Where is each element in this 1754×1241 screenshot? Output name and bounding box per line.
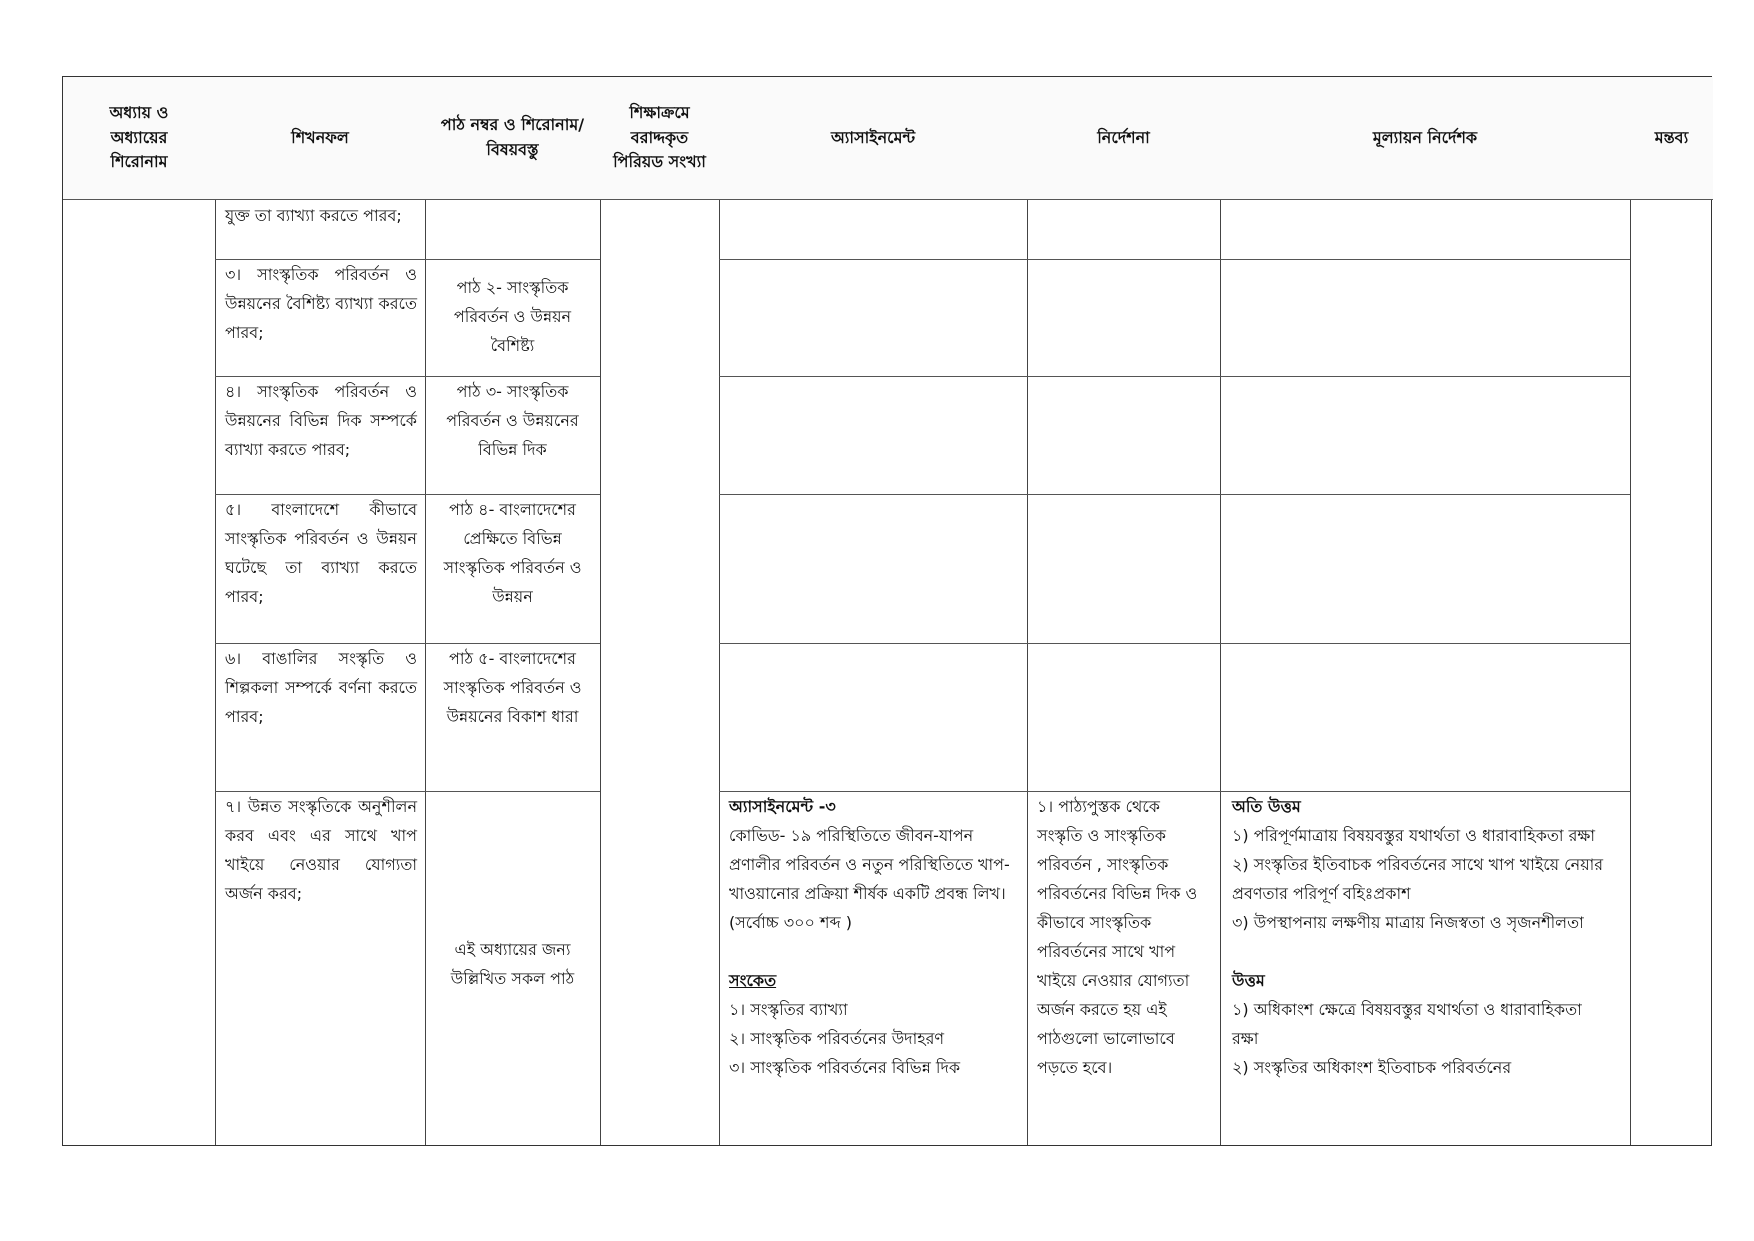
lesson-row-2: পাঠ ২- সাংস্কৃতিক পরিবর্তন ও উন্নয়ন বৈশিষ্ট্য [453, 278, 572, 355]
outcome-row-6: ৭। উন্নত সংস্কৃতিকে অনুশীলন করব এবং এর সাথে খাপ খাইয়ে নেওয়ার যোগ্যতা অর্জন করব; [225, 797, 417, 903]
criterion-item: ২) সংস্কৃতির অধিকাংশ ইতিবাচক পরিবর্তনের [1232, 1058, 1512, 1077]
lesson-row-4: পাঠ ৪- বাংলাদেশের প্রেক্ষিতে বিভিন্ন সাংস্কৃতিক পরিবর্তন ও উন্নয়ন [443, 500, 582, 606]
header-chapter: অধ্যায় ও অধ্যায়ের শিরোনাম [63, 77, 215, 199]
header-instruction: নির্দেশনা [1027, 77, 1220, 199]
hint-item: ২। সাংস্কৃতিক পরিবর্তনের উদাহরণ [729, 1029, 945, 1048]
header-lesson: পাঠ নম্বর ও শিরোনাম/ বিষয়বস্তু [425, 77, 600, 199]
outcome-row-1: যুক্ত তা ব্যাখ্যা করতে পারব; [225, 206, 402, 225]
header-evaluation: মূল্যায়ন নির্দেশক [1220, 77, 1630, 199]
outcome-row-4: ৫। বাংলাদেশে কীভাবে সাংস্কৃতিক পরিবর্তন ও উন্নয়ন ঘটেছে তা ব্যাখ্যা করতে পারব; [225, 500, 417, 606]
assignment-body: কোভিড- ১৯ পরিস্থিতিতে জীবন-যাপন প্রণালীর পরিবর্তন ও নতুন পরিস্থিতিতে খাপ-খাওয়ানোর প্রক্রিয়া শীর্ষক একটি প্রবন্ধ লিখ। (সর্বোচ্চ ৩০০ শব্দ ) [729, 826, 1010, 932]
evaluation-cell [1220, 791, 1630, 1147]
good-title: উত্তম [1232, 971, 1265, 990]
header-learning-outcome: শিখনফল [215, 77, 425, 199]
assignment-cell [719, 791, 1027, 1147]
criterion-item: ২) সংস্কৃতির ইতিবাচক পরিবর্তনের সাথে খাপ খাইয়ে নেয়ার প্রবণতার পরিপূর্ণ বহিঃপ্রকাশ [1232, 855, 1604, 903]
criterion-item: ১) অধিকাংশ ক্ষেত্রে বিষয়বস্তুর যথার্থতা ও ধারাবাহিকতা রক্ষা [1232, 1000, 1582, 1048]
header-remarks: মন্তব্য [1630, 77, 1713, 199]
lesson-row-6: এই অধ্যায়ের জন্য উল্লিখিত সকল পাঠ [450, 940, 575, 988]
lesson-row-3: পাঠ ৩- সাংস্কৃতিক পরিবর্তন ও উন্নয়নের বিভিন্ন দিক [446, 382, 579, 459]
lesson-row-5: পাঠ ৫- বাংলাদেশের সাংস্কৃতিক পরিবর্তন ও উন্নয়নের বিকাশ ধারা [443, 649, 582, 726]
excellent-title: অতি উত্তম [1232, 797, 1301, 816]
lesson-plan-table [62, 76, 1712, 1146]
outcome-row-3: ৪। সাংস্কৃতিক পরিবর্তন ও উন্নয়নের বিভিন্ন দিক সম্পর্কে ব্যাখ্যা করতে পারব; [225, 382, 417, 459]
criterion-item: ৩) উপস্থাপনায় লক্ষণীয় মাত্রায় নিজস্বতা ও সৃজনশীলতা [1232, 913, 1584, 932]
outcome-row-2: ৩। সাংস্কৃতিক পরিবর্তন ও উন্নয়নের বৈশিষ্ট্য ব্যাখ্যা করতে পারব; [225, 265, 417, 342]
hint-item: ১। সংস্কৃতির ব্যাখ্যা [729, 1000, 848, 1019]
header-assignment: অ্যাসাইনমেন্ট [719, 77, 1027, 199]
hint-item: ৩। সাংস্কৃতিক পরিবর্তনের বিভিন্ন দিক [729, 1058, 961, 1077]
criterion-item: ১) পরিপূর্ণমাত্রায় বিষয়বস্তুর যথার্থতা ও ধারাবাহিকতা রক্ষা [1232, 826, 1596, 845]
assignment-title: অ্যাসাইনমেন্ট -৩ [729, 797, 836, 816]
hint-title: সংকেত [729, 971, 777, 990]
header-period-count: শিক্ষাক্রমে বরাদ্দকৃত পিরিয়ড সংখ্যা [600, 77, 719, 199]
instruction-cell: ১। পাঠ্যপুস্তক থেকে সংস্কৃতি ও সাংস্কৃতিক পরিবর্তন , সাংস্কৃতিক পরিবর্তনের বিভিন্ন দিক ও কীভাবে সাংস্কৃতিক পরিবর্তনের সাথে খাপ খাইয়ে নেওয়ার যোগ্যতা অর্জন করতে হয় এই পাঠগুলো ভালোভাবে পড়তে হবে। [1037, 797, 1198, 1077]
outcome-row-5: ৬। বাঙালির সংস্কৃতি ও শিল্পকলা সম্পর্কে বর্ণনা করতে পারব; [225, 649, 417, 726]
